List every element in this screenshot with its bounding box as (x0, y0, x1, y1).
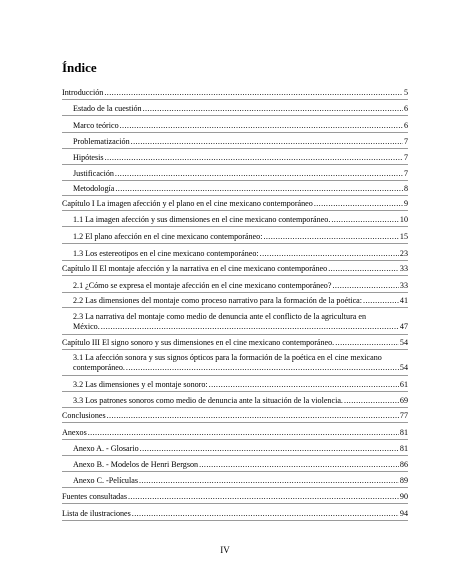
toc-entry-marco[interactable] (73, 121, 408, 131)
toc-divider (62, 132, 408, 133)
toc-entry-1-1[interactable] (73, 215, 408, 225)
toc-divider (62, 422, 408, 423)
toc-entry-justificacion[interactable] (73, 169, 408, 179)
page-number-footer: IV (220, 545, 230, 555)
toc-entry-estado[interactable] (73, 104, 408, 114)
toc-entry-label: Conclusiones (62, 411, 106, 420)
toc-entry-label: 1.2 El plano afección en el cine mexicano contemporáneo: (73, 232, 263, 241)
toc-leader-dots (105, 153, 403, 163)
toc-page-number: 10 (399, 215, 408, 224)
toc-page-number: 41 (399, 296, 408, 305)
toc-entry-label: Introducción (62, 88, 104, 97)
toc-page-number: 86 (399, 460, 408, 469)
toc-entry-2-1[interactable] (73, 281, 408, 291)
toc-divider (62, 349, 408, 350)
toc-entry-label: Justificación (73, 169, 114, 178)
toc-page-number: 33 (399, 264, 408, 273)
toc-entry-fuentes[interactable] (62, 492, 408, 502)
toc-leader-dots (344, 396, 399, 406)
toc-leader-dots (88, 428, 399, 438)
toc-page-number: 9 (403, 199, 408, 208)
toc-divider (62, 260, 408, 261)
toc-divider (62, 520, 408, 521)
toc-leader-dots (140, 444, 399, 454)
toc-divider (62, 195, 408, 196)
toc-entry-label: 2.3 La narrativa del montaje como medio de denuncia ante el conflicto de la agricultura en (73, 312, 367, 321)
toc-divider (62, 391, 408, 392)
toc-page-number: 94 (399, 509, 408, 518)
toc-entry-anexo-c[interactable] (73, 476, 408, 486)
toc-page-number: 15 (399, 232, 408, 241)
toc-page-number: 54 (399, 363, 408, 373)
toc-leader-dots (120, 121, 403, 131)
toc-entry-label: 3.1 La afección sonora y sus signos ópticos para la formación de la poética en el cine mexicano (73, 353, 382, 362)
toc-divider (62, 275, 408, 276)
toc-entry-label: Lista de ilustraciones (62, 509, 131, 518)
toc-page-number: 81 (399, 428, 408, 437)
toc-leader-dots (332, 281, 398, 291)
toc-leader-dots (328, 264, 399, 274)
toc-entry-anexos[interactable] (62, 428, 408, 438)
toc-leader-dots (132, 509, 399, 519)
toc-entry-label: Estado de la cuestión (73, 104, 142, 113)
toc-page-number: 89 (399, 476, 408, 485)
toc-entry-metodologia[interactable] (73, 184, 408, 194)
toc-page-number: 81 (399, 444, 408, 453)
toc-entry-capitulo-2[interactable] (62, 264, 408, 274)
toc-divider (62, 503, 408, 504)
toc-entry-label: Anexo C. -Películas (73, 476, 138, 485)
toc-leader-dots (128, 492, 399, 502)
toc-entry-conclusiones[interactable] (62, 411, 408, 421)
toc-entry-label: Metodología (73, 184, 115, 193)
toc-entry-label: 1.1 La imagen afección y sus dimensiones en el cine mexicano contemporáneo. (73, 215, 331, 224)
toc-entry-label: Anexo A. - Glosario (73, 444, 139, 453)
toc-entry-1-3[interactable] (73, 249, 408, 259)
toc-leader-dots (115, 184, 403, 194)
toc-divider (62, 487, 408, 488)
toc-entry-label: Fuentes consultadas (62, 492, 127, 501)
toc-leader-dots (115, 169, 403, 179)
toc-leader-dots (107, 411, 399, 421)
toc-entry-label: 1.3 Los estereotipos en el cine mexicano contemporáneo: (73, 249, 259, 258)
toc-divider (62, 243, 408, 244)
toc-entry-hipotesis[interactable] (73, 153, 408, 163)
toc-leader-dots (199, 460, 399, 470)
toc-page-number: 6 (403, 104, 408, 113)
toc-entry-anexo-b[interactable] (73, 460, 408, 470)
toc-leader-dots (101, 322, 399, 332)
toc-entry-label-continued: contemporáneo. (73, 363, 125, 373)
toc-page-number: 69 (399, 396, 408, 405)
toc-entry-3-3[interactable] (73, 396, 408, 406)
toc-leader-dots (335, 338, 399, 348)
toc-leader-dots (331, 215, 399, 225)
toc-page-number: 7 (403, 153, 408, 162)
toc-entry-lista-ilustraciones[interactable] (62, 509, 408, 519)
toc-leader-dots (139, 476, 399, 486)
toc-entry-label: Hipótesis (73, 153, 104, 162)
toc-page-number: 23 (399, 249, 408, 258)
toc-leader-dots (363, 296, 399, 306)
toc-entry-capitulo-1[interactable] (62, 199, 408, 209)
toc-entry-3-1[interactable] (73, 353, 408, 374)
toc-entry-introduccion[interactable] (62, 88, 408, 98)
toc-leader-dots (126, 363, 399, 373)
toc-divider (62, 455, 408, 456)
toc-leader-dots (263, 232, 398, 242)
toc-page-number: 90 (399, 492, 408, 501)
toc-entry-label: 2.2 Las dimensiones del montaje como proceso narrativo para la formación de la poética: (73, 296, 363, 305)
toc-entry-label: 3.3 Los patrones sonoros como medio de denuncia ante la situación de la violencia. (73, 396, 343, 405)
toc-leader-dots (209, 380, 399, 390)
toc-page-number: 77 (399, 411, 408, 420)
toc-entry-label: Problematización (73, 137, 130, 146)
toc-divider (62, 307, 408, 308)
toc-entry-label: Capítulo III El signo sonoro y sus dimensiones en el cine mexicano contemporáneo. (62, 338, 335, 347)
toc-page-number: 7 (403, 137, 408, 146)
toc-divider (62, 148, 408, 149)
toc-page-number: 5 (403, 88, 408, 97)
page-title: Índice (62, 60, 97, 75)
toc-entry-2-3[interactable] (73, 312, 408, 333)
toc-divider (62, 210, 408, 211)
toc-divider (62, 375, 408, 376)
toc-entry-label: Anexo B. - Modelos de Henri Bergson (73, 460, 199, 469)
toc-divider (62, 334, 408, 335)
toc-entry-anexo-a[interactable] (73, 444, 408, 454)
toc-divider (62, 99, 408, 100)
toc-page-number: 61 (399, 380, 408, 389)
toc-divider (62, 439, 408, 440)
toc-divider (62, 292, 408, 293)
toc-entry-label-continued: México. (73, 322, 100, 332)
toc-leader-dots (260, 249, 399, 259)
toc-leader-dots (131, 137, 403, 147)
toc-entry-3-2[interactable] (73, 380, 408, 390)
toc-entry-2-2[interactable] (73, 296, 408, 306)
toc-leader-dots (314, 199, 403, 209)
toc-page-number: 54 (399, 338, 408, 347)
toc-entry-capitulo-3[interactable] (62, 338, 408, 348)
toc-entry-label: Capítulo II El montaje afección y la narrativa en el cine mexicano contemporáneo (62, 264, 328, 273)
toc-entry-problematizacion[interactable] (73, 137, 408, 147)
toc-leader-dots (104, 88, 403, 98)
toc-entry-label: 3.2 Las dimensiones y el montaje sonoro: (73, 380, 208, 389)
toc-entry-1-2[interactable] (73, 232, 408, 242)
toc-divider (62, 164, 408, 165)
toc-page-number: 47 (399, 322, 408, 332)
toc-entry-label: 2.1 ¿Cómo se expresa el montaje afección en el cine mexicano contemporáneo? (73, 281, 332, 290)
toc-entry-label: Capítulo I La imagen afección y el plano en el cine mexicano contemporáneo (62, 199, 313, 208)
toc-divider (62, 180, 408, 181)
toc-page-number: 8 (403, 184, 408, 193)
toc-entry-label: Anexos (62, 428, 87, 437)
toc-entry-label: Marco teórico (73, 121, 119, 130)
toc-page-number: 7 (403, 169, 408, 178)
toc-divider (62, 407, 408, 408)
toc-divider (62, 115, 408, 116)
toc-divider (62, 226, 408, 227)
toc-divider (62, 471, 408, 472)
toc-page-number: 33 (399, 281, 408, 290)
toc-page-number: 6 (403, 121, 408, 130)
toc-leader-dots (143, 104, 403, 114)
